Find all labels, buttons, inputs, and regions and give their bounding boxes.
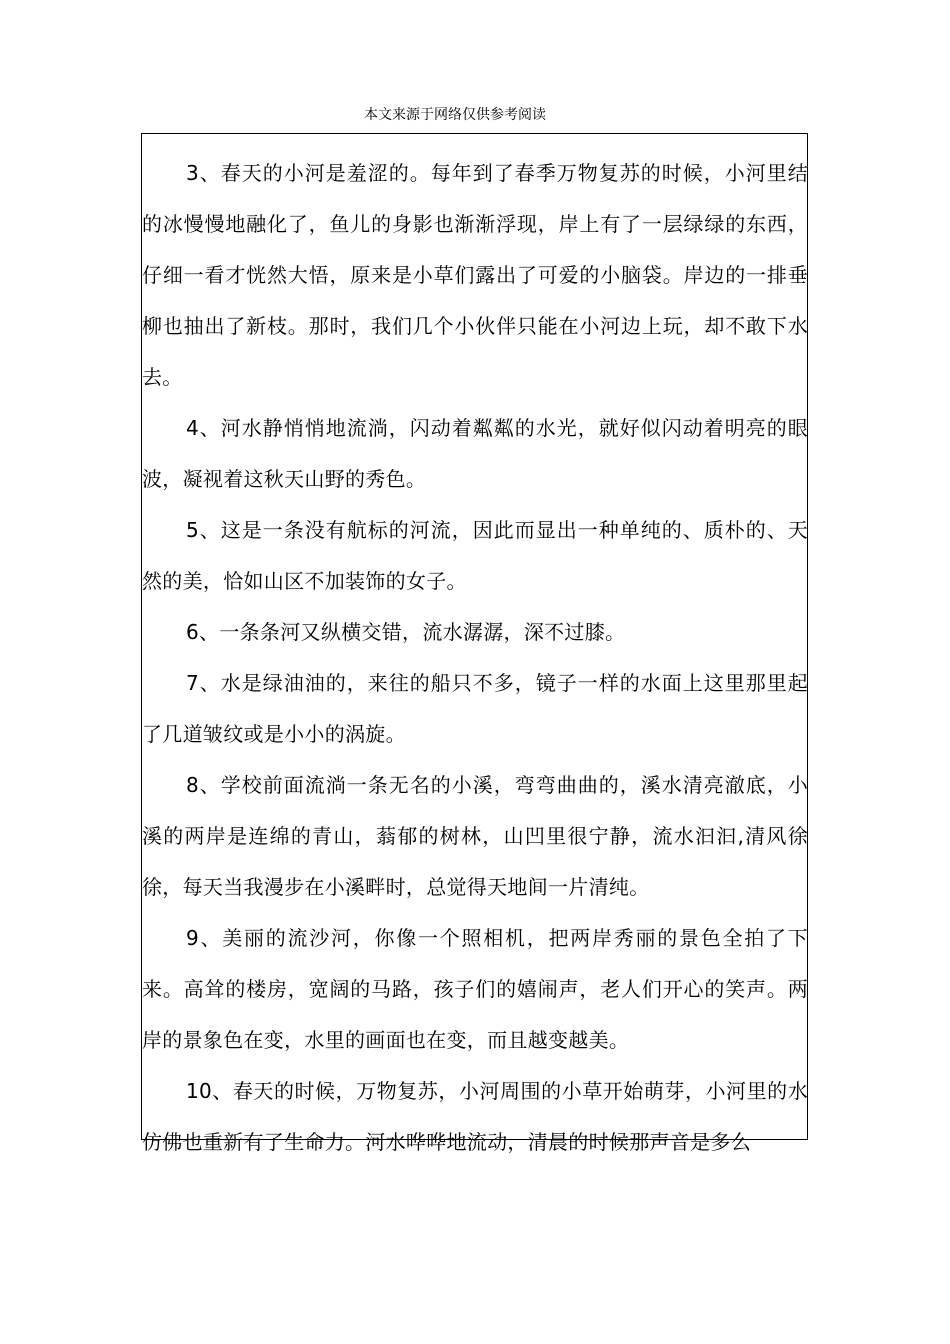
document-body — [142, 148, 808, 1168]
paragraph-9: 9、美丽的流沙河，你像一个照相机，把两岸秀丽的景色全拍了下来。高耸的楼房，宽阔的马路，孩子们的嬉闹声，老人们开心的笑声。两岸的景象色在变，水里的画面也在变，而且越变越美。 — [142, 926, 808, 1052]
paragraph-4: 4、河水静悄悄地流淌，闪动着粼粼的水光，就好似闪动着明亮的眼波，凝视着这秋天山野的秀色。 — [142, 416, 808, 491]
paragraph-10: 10、春天的时候，万物复苏，小河周围的小草开始萌芽，小河里的水仿佛也重新有了生命力。河水哗哗地流动，清晨的时候那声音是多么 — [142, 1079, 808, 1154]
paragraph-6: 6、一条条河又纵横交错，流水潺潺，深不过膝。 — [186, 620, 626, 644]
paragraph-7: 7、水是绿油油的，来往的船只不多，镜子一样的水面上这里那里起了几道皱纹或是小小的涡旋。 — [142, 671, 808, 746]
paragraph-3: 3、春天的小河是羞涩的。每年到了春季万物复苏的时候，小河里结的冰慢慢地融化了，鱼儿的身影也渐渐浮现，岸上有了一层绿绿的东西，仔细一看才恍然大悟，原来是小草们露出了可爱的小脑袋。岸边的一排垂柳也抽出了新枝。那时，我们几个小伙伴只能在小河边上玩，却不敢下水去。 — [142, 161, 808, 389]
watermark-text: 本文来源于网络仅供参考阅读 — [364, 107, 546, 123]
paragraph-8: 8、学校前面流淌一条无名的小溪，弯弯曲曲的，溪水清亮澈底，小溪的两岸是连绵的青山，蓊郁的树林，山凹里很宁静，流水汩汩,清风徐徐，每天当我漫步在小溪畔时，总觉得天地间一片清纯。 — [142, 773, 808, 899]
paragraph-5: 5、这是一条没有航标的河流，因此而显出一种单纯的、质朴的、天然的美，恰如山区不加装饰的女子。 — [142, 518, 808, 593]
content-frame — [141, 133, 808, 1154]
